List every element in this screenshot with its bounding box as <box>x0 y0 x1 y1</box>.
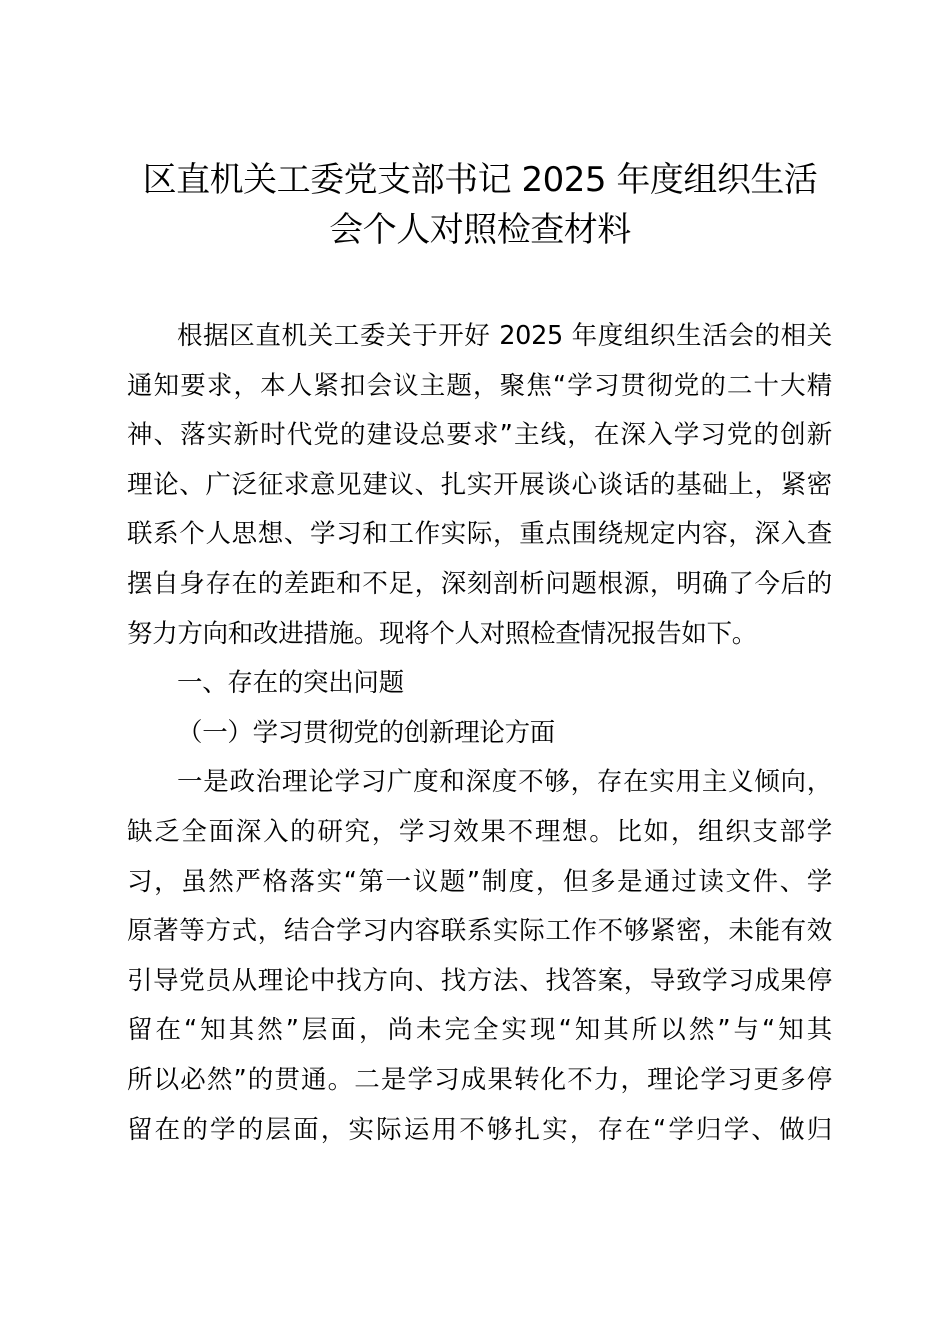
section-heading: 一、存在的突出问题 <box>177 668 404 699</box>
paragraph-line: 联系个人思想、学习和工作实际，重点围绕规定内容，深入查 <box>127 519 832 550</box>
paragraph-line: 理论、广泛征求意见建议、扎实开展谈心谈话的基础上，紧密 <box>127 469 832 500</box>
paragraph-line: 缺乏全面深入的研究，学习效果不理想。比如，组织支部学 <box>127 817 832 847</box>
paragraph-line: 习，虽然严格落实“第一议题”制度，但多是通过读文件、学 <box>127 866 832 897</box>
paragraph-line: 神、落实新时代党的建设总要求”主线，在深入学习党的创新 <box>127 420 832 451</box>
paragraph-line: 留在“知其然”层面，尚未完全实现“知其所以然”与“知其 <box>127 1015 832 1046</box>
section-heading: （一）学习贯彻党的创新理论方面 <box>177 717 556 748</box>
paragraph-line: 努力方向和改进措施。现将个人对照检查情况报告如下。 <box>127 618 758 649</box>
paragraph-line: 根据区直机关工委关于开好 2025 年度组织生活会的相关 <box>177 321 832 351</box>
paragraph-line: 留在的学的层面，实际运用不够扎实，存在“学归学、做归 <box>127 1114 832 1145</box>
document-title-line-2: 会个人对照检查材料 <box>329 210 631 250</box>
document-title-line-1: 区直机关工委党支部书记 2025 年度组织生活 <box>142 160 818 200</box>
paragraph-line: 原著等方式，结合学习内容联系实际工作不够紧密，未能有效 <box>127 916 832 947</box>
paragraph-line: 摆自身存在的差距和不足，深刻剖析问题根源，明确了今后的 <box>127 569 832 599</box>
paragraph-line: 一是政治理论学习广度和深度不够，存在实用主义倾向， <box>177 767 832 798</box>
paragraph-line: 引导党员从理论中找方向、找方法、找答案，导致学习成果停 <box>127 965 832 996</box>
paragraph-line: 通知要求，本人紧扣会议主题，聚焦“学习贯彻党的二十大精 <box>127 370 832 401</box>
paragraph-line: 所以必然”的贯通。二是学习成果转化不力，理论学习更多停 <box>127 1065 832 1095</box>
